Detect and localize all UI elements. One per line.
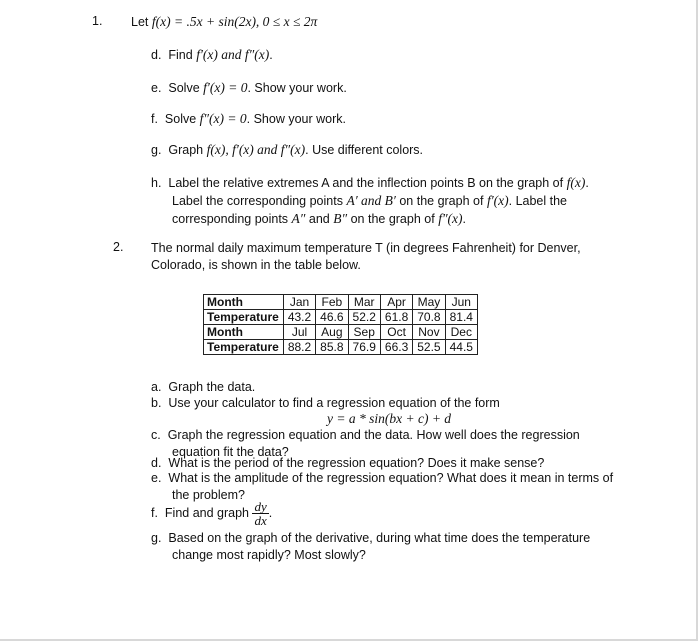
table-cell: Feb [316, 295, 348, 310]
row-header: Temperature [204, 310, 284, 325]
table-row [204, 325, 478, 340]
item-label: f. [151, 505, 158, 520]
item-text: Solve [164, 112, 197, 126]
problem-2-number: 2. [113, 240, 124, 254]
item-h-line2-math-b: f′(x) [486, 193, 509, 208]
item-label: d. [151, 456, 162, 470]
item-h-line3-math-a: A″ [291, 211, 306, 226]
item-text: Find and graph [164, 505, 249, 520]
problem-2-item-g [151, 530, 590, 564]
problem-1-item-d [151, 47, 273, 63]
table-cell: 52.5 [413, 340, 445, 355]
table-cell: Aug [316, 325, 348, 340]
row-header: Month [204, 295, 284, 310]
item-tail: . Use different colors. [305, 143, 424, 157]
item-math: f″(x) = 0 [199, 111, 247, 126]
problem-1-item-f [151, 111, 346, 127]
item-h-line3-a: corresponding points [172, 212, 289, 226]
table-cell: 66.3 [380, 340, 412, 355]
table-cell: Nov [413, 325, 445, 340]
problem-2-item-d [151, 456, 544, 470]
item-tail: . Show your work. [247, 81, 347, 95]
table-cell: Jan [283, 295, 315, 310]
item-text: Graph [168, 143, 204, 157]
item-line1: Based on the graph of the derivative, during what time does the temperature [168, 531, 591, 545]
table-cell: 85.8 [316, 340, 348, 355]
table-cell: Jul [283, 325, 315, 340]
item-text: Use your calculator to find a regression equation of the form [168, 396, 500, 410]
item-h-line1-tail: . [585, 176, 589, 190]
item-text: What is the period of the regression equation? Does it make sense? [168, 456, 545, 470]
problem-2-intro-line2: Colorado, is shown in the table below. [151, 258, 361, 272]
table-cell: Sep [348, 325, 380, 340]
problem-2-item-f [151, 500, 272, 527]
item-label: d. [151, 48, 162, 62]
problem-2-item-b [151, 395, 500, 427]
table-cell: Dec [445, 325, 477, 340]
problem-2-item-a [151, 380, 255, 394]
table-cell: 88.2 [283, 340, 315, 355]
table-cell: 70.8 [413, 310, 445, 325]
item-line2: change most rapidly? Most slowly? [172, 548, 366, 562]
item-h-line3-b: and [308, 212, 330, 226]
table-cell: 44.5 [445, 340, 477, 355]
item-h-line2-c: . Label the [508, 194, 568, 208]
item-h-line2-math-a: A′ and B′ [346, 193, 396, 208]
table-cell: Oct [380, 325, 412, 340]
table-cell: 76.9 [348, 340, 380, 355]
table-cell: Jun [445, 295, 477, 310]
problem-2-intro [151, 240, 581, 274]
table-cell: 81.4 [445, 310, 477, 325]
item-label: e. [151, 81, 162, 95]
problem-1-item-h [151, 174, 589, 228]
table-cell: 61.8 [380, 310, 412, 325]
item-h-line2-a: Label the corresponding points [172, 194, 343, 208]
temperature-table [203, 294, 478, 355]
item-line1: Graph the regression equation and the data. How well does the regression [167, 428, 580, 442]
table-cell: Mar [348, 295, 380, 310]
derivative-fraction [252, 500, 268, 527]
problem-1-intro-text: Let [131, 15, 149, 29]
table-row [204, 340, 478, 355]
item-math: f(x), f′(x) and f″(x) [206, 142, 306, 157]
item-text: Solve [168, 81, 200, 95]
item-line2: the problem? [172, 488, 245, 502]
table-row [204, 295, 478, 310]
problem-1-function: f(x) = .5x + sin(2x), 0 ≤ x ≤ 2π [151, 14, 318, 29]
problem-1-item-e [151, 80, 347, 96]
table-cell: Apr [380, 295, 412, 310]
item-label: c. [151, 428, 161, 442]
fraction-numerator: dy [254, 499, 267, 514]
item-text: Graph the data. [168, 380, 256, 394]
item-label: g. [151, 143, 162, 157]
item-math: f′(x) = 0 [203, 80, 248, 95]
item-line1: What is the amplitude of the regression equation? What does it mean in terms of [168, 471, 614, 485]
item-tail: . [268, 505, 273, 520]
item-label: g. [151, 531, 162, 545]
row-header: Temperature [204, 340, 284, 355]
item-h-line1: Label the relative extremes A and the inflection points B on the graph of [168, 176, 564, 190]
item-text: Find [168, 48, 193, 62]
table-cell: 46.6 [316, 310, 348, 325]
item-label: f. [151, 112, 158, 126]
table-row [204, 310, 478, 325]
item-h-line2-b: on the graph of [399, 194, 484, 208]
problem-1-number: 1. [92, 14, 103, 28]
item-h-line3-tail: . [462, 212, 467, 226]
item-tail: . [269, 48, 273, 62]
problem-2-intro-line1: The normal daily maximum temperature T (in degrees Fahrenheit) for Denver, [151, 241, 581, 255]
problem-1-item-g [151, 142, 423, 158]
item-label: h. [151, 176, 162, 190]
table-cell: 43.2 [283, 310, 315, 325]
item-h-line3-math-b: B″ [333, 211, 348, 226]
fraction-denominator: dx [254, 513, 267, 528]
item-label: a. [151, 380, 162, 394]
item-tail: . Show your work. [246, 112, 346, 126]
table-cell: 52.2 [348, 310, 380, 325]
item-label: e. [151, 471, 162, 485]
item-h-line1-math: f(x) [566, 175, 586, 190]
regression-equation: y = a * sin(bx + c) + d [327, 411, 452, 426]
item-line2: equation fit the data? [172, 445, 289, 459]
problem-1-intro [131, 14, 317, 30]
item-math: f′(x) and f″(x) [196, 47, 270, 62]
item-h-line3-math-c: f″(x) [438, 211, 463, 226]
item-h-line3-c: on the graph of [350, 212, 435, 226]
item-label: b. [151, 396, 162, 410]
row-header: Month [204, 325, 284, 340]
table-cell: May [413, 295, 445, 310]
problem-2-item-e [151, 470, 613, 504]
